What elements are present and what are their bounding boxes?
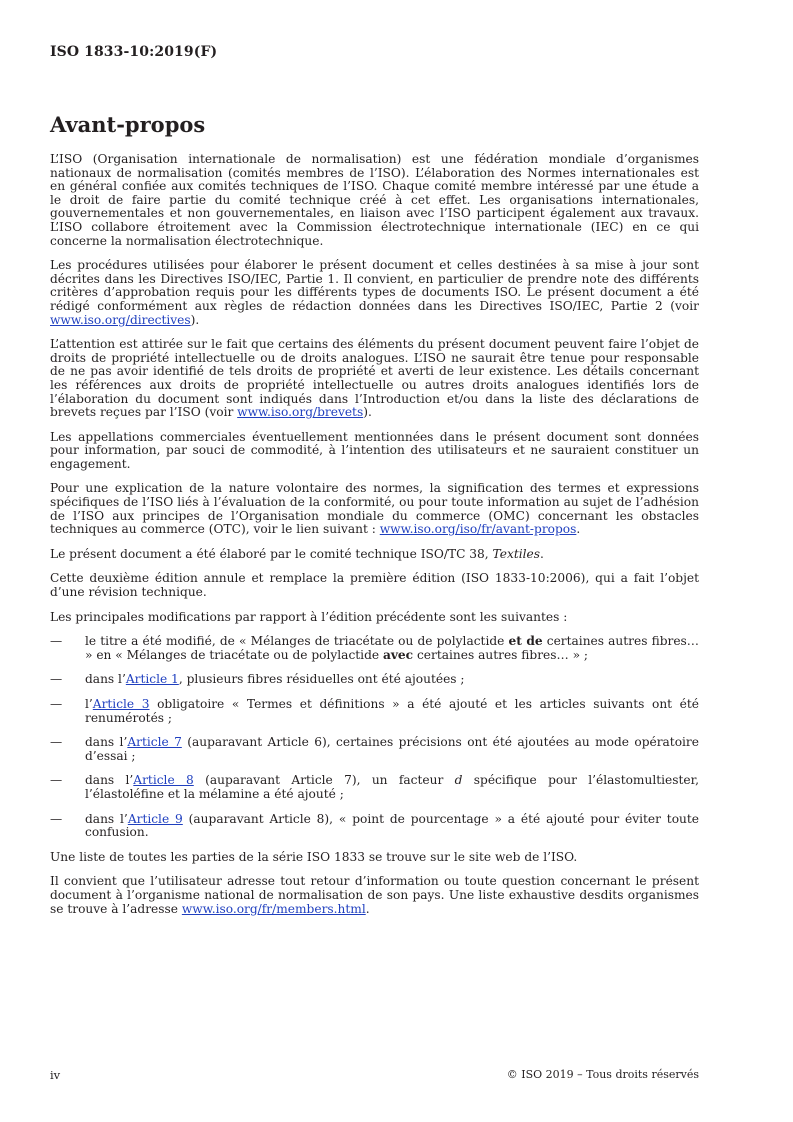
dash-bullet: — [50, 773, 63, 788]
list-item [50, 736, 699, 763]
article-9-link[interactable]: Article 9 [127, 811, 183, 826]
paragraph-end: ). [363, 405, 372, 420]
foreword-body [50, 153, 699, 927]
dash-bullet: — [50, 634, 63, 649]
item-bold: et de [508, 634, 543, 649]
paragraph-text: Il convient que l’utilisateur adresse tout retour d’information ou toute question concernant le présent document à l’organisme national de normalisation de son pays. Une liste exhaustive desdits organismes se trouve à l’adresse [50, 874, 699, 916]
article-8-link[interactable]: Article 8 [133, 773, 194, 788]
committee-name: Textiles [492, 546, 540, 561]
paragraph-iso-intro: L’ISO (Organisation internationale de normalisation) est une fédération mondiale d’organismes nationaux de normalisation (comités membres de l’ISO). L’élaboration des Normes internationales est en général confiée aux comités techniques de l’ISO. Chaque comité membre intéressé par une étude a le droit de faire partie du comité technique créé à cet effet. Les organisations internationales, gouvernementales et non gouvernementales, en liaison avec l’ISO participent également aux travaux. L’ISO collabore étroitement avec la Commission électrotechnique internationale (IEC) en ce qui concerne la normalisation électrotechnique. [50, 152, 699, 248]
article-3-link[interactable]: Article 3 [92, 697, 150, 711]
paragraph-end: . [539, 546, 544, 561]
item-bold: avec [382, 647, 414, 662]
paragraph-edition: Cette deuxième édition annule et remplace la première édition (ISO 1833-10:2006), qui a fait l’objet d’une révision technique. [50, 571, 699, 600]
paragraph-patents [50, 338, 699, 420]
list-item [50, 774, 699, 801]
page-title: Avant-propos [50, 112, 206, 137]
item-text: le titre a été modifié, de « Mélanges de triacétate ou de polylactide [85, 634, 509, 649]
item-text: dans l’ [85, 672, 126, 687]
article-1-link[interactable]: Article 1 [125, 672, 179, 687]
list-item [50, 698, 699, 725]
item-text: dans l’ [85, 773, 134, 788]
changes-list [50, 635, 699, 840]
copyright-notice: © ISO 2019 – Tous droits réservés [506, 1068, 699, 1081]
list-item [50, 673, 699, 687]
paragraph-end: . [576, 522, 581, 537]
directives-link[interactable]: www.iso.org/directives [50, 312, 191, 327]
paragraph-end: . [365, 901, 370, 916]
paragraph-feedback [50, 875, 699, 916]
item-text: obligatoire « Termes et définitions » a été ajouté et les articles suivants ont été renumérotés ; [85, 697, 699, 725]
paragraph-series: Une liste de toutes les parties de la série ISO 1833 se trouve sur le site web de l’ISO. [50, 849, 578, 864]
item-text: certaines autres fibres… » ; [413, 647, 589, 662]
item-text: certaines autres fibres… » en « Mélanges de triacétate ou de polylactide [85, 634, 699, 662]
paragraph-text: Le présent document a été élaboré par le comité technique ISO/TC 38, [50, 546, 493, 561]
members-link[interactable]: www.iso.org/fr/members.html [181, 901, 366, 916]
item-text: (auparavant Article 7), un facteur [193, 773, 455, 788]
page-number: iv [50, 1068, 61, 1082]
paragraph-committee [50, 548, 699, 562]
paragraph-end: ). [190, 312, 200, 327]
paragraph-changes-intro: Les principales modifications par rapport à l’édition précédente sont les suivantes : [50, 609, 568, 624]
item-text: dans l’ [85, 735, 128, 750]
paragraph-procedures [50, 259, 699, 327]
dash-bullet: — [50, 697, 63, 711]
paragraph-text: Pour une explication de la nature volontaire des normes, la signification des termes et expressions spécifiques de l’ISO liés à l’évaluation de la conformité, ou pour toute information au sujet de l’adhésion de l’ISO aux principes de l’Organisation mondiale du commerce (OMC) concernant les obstacles techniques au commerce (OTC), voir le lien suivant : [50, 481, 699, 537]
item-text: dans l’ [85, 811, 128, 826]
document-id: ISO 1833-10:2019(F) [50, 44, 218, 60]
dash-bullet: — [50, 735, 63, 750]
paragraph-trade-names: Les appellations commerciales éventuellement mentionnées dans le présent document sont données pour information, par souci de commodité, à l’intention des utilisateurs et ne sauraient constituer un engagement. [50, 429, 699, 471]
item-text: (auparavant Article 8), « point de pourcentage » a été ajouté pour éviter toute confusion. [85, 811, 699, 840]
dash-bullet: — [50, 811, 63, 826]
paragraph-text: Les procédures utilisées pour élaborer le présent document et celles destinées à sa mise à jour sont décrites dans les Directives ISO/IEC, Partie 1. Il convient, en particulier de prendre note des différents critères d’approbation requis pour les différents types de documents ISO. Le présent document a été rédigé conformément aux règles de rédaction données dans les Directives ISO/IEC, Partie 2 (voir [50, 258, 699, 313]
item-text: (auparavant Article 6), certaines précisions ont été ajoutées au mode opératoire d’essai ; [85, 735, 699, 763]
foreword-link[interactable]: www.iso.org/iso/fr/avant-propos [379, 522, 577, 537]
article-7-link[interactable]: Article 7 [127, 735, 182, 750]
item-text: spécifique pour l’élastomultiester, l’élastoléfine et la mélamine a été ajouté ; [85, 773, 699, 801]
factor-symbol: d [454, 773, 463, 788]
paragraph-text: L’attention est attirée sur le fait que certains des éléments du présent document peuvent faire l’objet de droits de propriété intellectuelle ou de droits analogues. L’ISO ne saurait être tenue pour responsable de ne pas avoir identifié de tels droits de propriété et averti de leur existence. Les détails concernant les références aux droits de propriété intellectuelle ou autres droits analogues identifiés lors de l’élaboration du document sont indiqués dans l’Introduction et/ou dans la liste des déclarations de brevets reçues par l’ISO (voir [50, 337, 699, 420]
paragraph-voluntary-nature [50, 482, 699, 536]
dash-bullet: — [50, 672, 63, 687]
patents-link[interactable]: www.iso.org/brevets [237, 405, 364, 420]
item-text: , plusieurs fibres résiduelles ont été ajoutées ; [178, 672, 465, 687]
item-text: l’ [85, 697, 93, 711]
list-item [50, 813, 699, 840]
list-item [50, 635, 699, 662]
